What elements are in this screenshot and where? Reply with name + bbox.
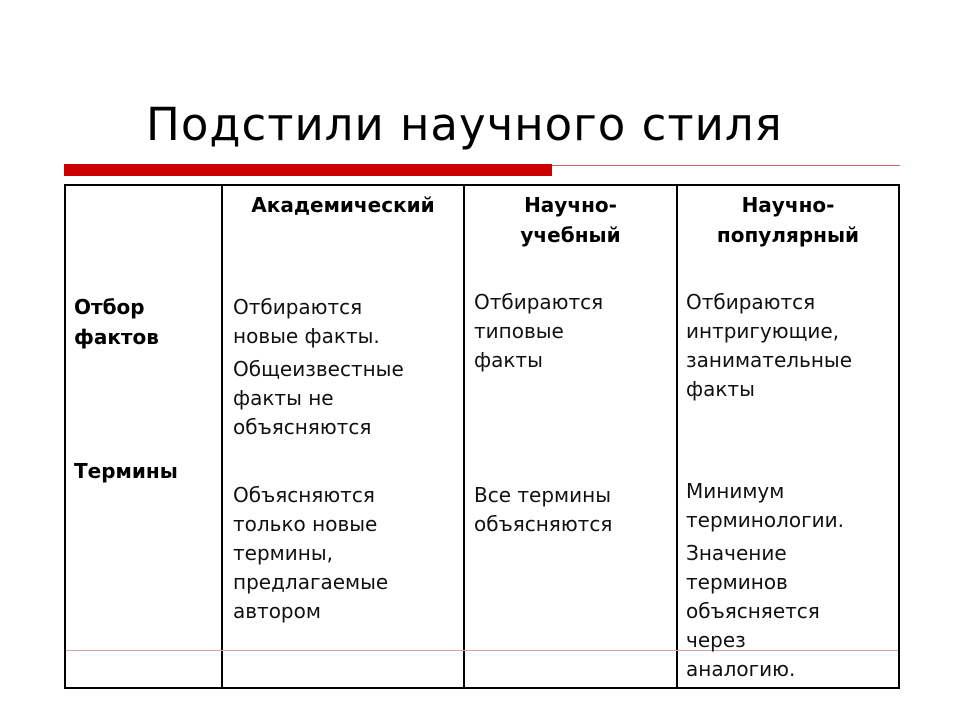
header-popular-line1: Научно- xyxy=(741,193,835,217)
cell-text: Минимум терминологии. xyxy=(686,479,844,532)
cell-terms-educational xyxy=(474,481,674,539)
row-label-facts-line1: Отбор xyxy=(74,295,145,319)
cell-text: Отбираются типовые факты xyxy=(474,290,604,372)
cell-text: Все термины объясняются xyxy=(474,483,613,536)
header-educational xyxy=(465,190,676,250)
cell-text: Отбираются новые факты. xyxy=(233,295,380,348)
cell-terms-popular xyxy=(686,477,896,684)
title-accent-line xyxy=(552,165,900,166)
cell-facts-academic xyxy=(233,293,459,442)
column-divider-1 xyxy=(221,184,223,689)
row-label-terms: Термины xyxy=(74,459,178,483)
row-label-facts xyxy=(74,292,159,352)
header-popular xyxy=(678,190,898,250)
row-label-facts-line2: фактов xyxy=(74,325,159,349)
cell-text: Отбираются интригующие, занимательные факты xyxy=(686,290,853,401)
header-educational-line1: Научно- xyxy=(524,193,617,217)
cell-text: Значение терминов объясняется через аналогию. xyxy=(686,541,820,681)
title-accent-bar xyxy=(64,164,552,176)
column-divider-3 xyxy=(676,184,678,689)
header-academic xyxy=(223,190,463,220)
cell-facts-popular xyxy=(686,288,896,404)
cell-terms-academic xyxy=(233,481,459,626)
cell-facts-educational xyxy=(474,288,674,375)
header-popular-line2: популярный xyxy=(716,223,860,247)
cell-text: Объясняются только новые термины, предлагаемые автором xyxy=(233,483,389,623)
header-academic-label: Академический xyxy=(251,193,435,217)
slide-title: Подстили научного стиля xyxy=(146,98,783,151)
column-divider-2 xyxy=(463,184,465,689)
header-educational-line2: учебный xyxy=(520,223,621,247)
cell-text: Общеизвестные факты не объясняются xyxy=(233,357,404,439)
